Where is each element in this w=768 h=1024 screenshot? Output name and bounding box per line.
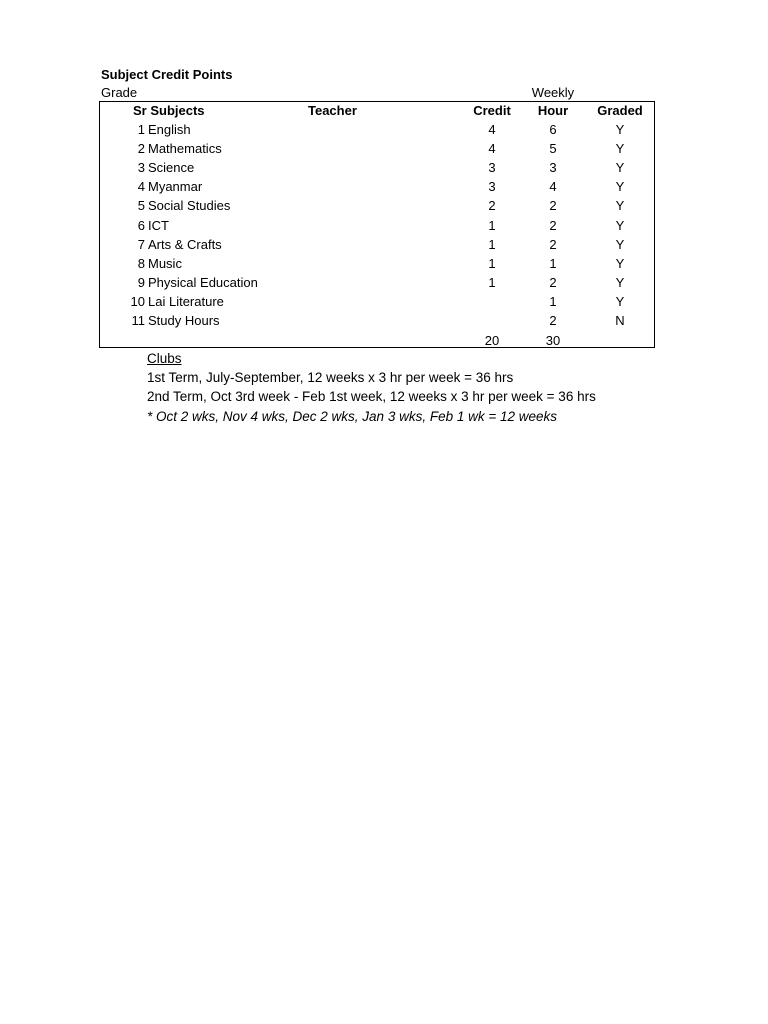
- row-sr: 9: [137, 275, 145, 290]
- row-hour: 1: [549, 294, 557, 309]
- row-subject: Science: [148, 160, 195, 175]
- row-sr: 5: [137, 198, 145, 213]
- row-credit: 3: [488, 179, 496, 194]
- row-hour: 2: [549, 275, 557, 290]
- row-sr: 10: [130, 294, 145, 309]
- row-credit: 1: [488, 256, 496, 271]
- row-subject: English: [148, 122, 191, 137]
- row-graded: Y: [615, 237, 625, 252]
- column-header-credit: Credit: [473, 103, 511, 118]
- row-hour: 1: [549, 256, 557, 271]
- row-subject: Music: [148, 256, 182, 271]
- column-header-teacher: Teacher: [308, 103, 357, 118]
- row-graded: Y: [615, 122, 625, 137]
- row-sr: 6: [137, 218, 145, 233]
- row-graded: Y: [615, 294, 625, 309]
- row-sr: 4: [137, 179, 145, 194]
- row-credit: 1: [488, 275, 496, 290]
- row-graded: Y: [615, 256, 625, 271]
- row-sr: 2: [137, 141, 145, 156]
- row-graded: Y: [615, 160, 625, 175]
- row-graded: Y: [615, 218, 625, 233]
- column-header-hour: Hour: [537, 103, 569, 118]
- row-sr: 11: [131, 313, 145, 328]
- row-hour: 2: [549, 237, 557, 252]
- row-sr: 8: [137, 256, 145, 271]
- row-hour: 4: [549, 179, 557, 194]
- row-subject: Study Hours: [148, 313, 220, 328]
- clubs-term-1: 1st Term, July-September, 12 weeks x 3 hr per week = 36 hrs: [147, 370, 514, 385]
- row-hour: 2: [549, 198, 557, 213]
- clubs-heading: Clubs: [147, 351, 182, 366]
- column-header-sr-subjects: Sr Subjects: [133, 103, 205, 118]
- total-credit: 20: [484, 333, 500, 348]
- row-credit: 4: [488, 141, 496, 156]
- weekly-label: Weekly: [531, 85, 575, 100]
- page-title: Subject Credit Points: [101, 67, 233, 82]
- row-hour: 2: [549, 313, 557, 328]
- row-subject: Arts & Crafts: [148, 237, 222, 252]
- row-hour: 3: [549, 160, 557, 175]
- row-graded: Y: [615, 179, 625, 194]
- row-credit: 2: [488, 198, 496, 213]
- grade-label: Grade: [101, 85, 138, 100]
- row-hour: 2: [549, 218, 557, 233]
- row-credit: 4: [488, 122, 496, 137]
- row-subject: Physical Education: [148, 275, 258, 290]
- row-hour: 5: [549, 141, 557, 156]
- row-hour: 6: [549, 122, 557, 137]
- row-sr: 3: [137, 160, 145, 175]
- row-sr: 7: [137, 237, 145, 252]
- row-subject: ICT: [148, 218, 169, 233]
- row-subject: Social Studies: [148, 198, 231, 213]
- clubs-footnote: * Oct 2 wks, Nov 4 wks, Dec 2 wks, Jan 3 wks, Feb 1 wk = 12 weeks: [147, 409, 558, 424]
- row-subject: Lai Literature: [148, 294, 224, 309]
- clubs-term-2: 2nd Term, Oct 3rd week - Feb 1st week, 12 weeks x 3 hr per week = 36 hrs: [147, 389, 596, 404]
- row-credit: 1: [488, 218, 496, 233]
- row-graded: Y: [615, 141, 625, 156]
- row-graded: Y: [615, 275, 625, 290]
- row-sr: 1: [137, 122, 145, 137]
- row-credit: 1: [488, 237, 496, 252]
- row-graded: Y: [615, 198, 625, 213]
- column-header-graded: Graded: [597, 103, 643, 118]
- total-hour: 30: [545, 333, 561, 348]
- row-graded: N: [615, 313, 625, 328]
- row-subject: Mathematics: [148, 141, 222, 156]
- row-subject: Myanmar: [148, 179, 203, 194]
- row-credit: 3: [488, 160, 496, 175]
